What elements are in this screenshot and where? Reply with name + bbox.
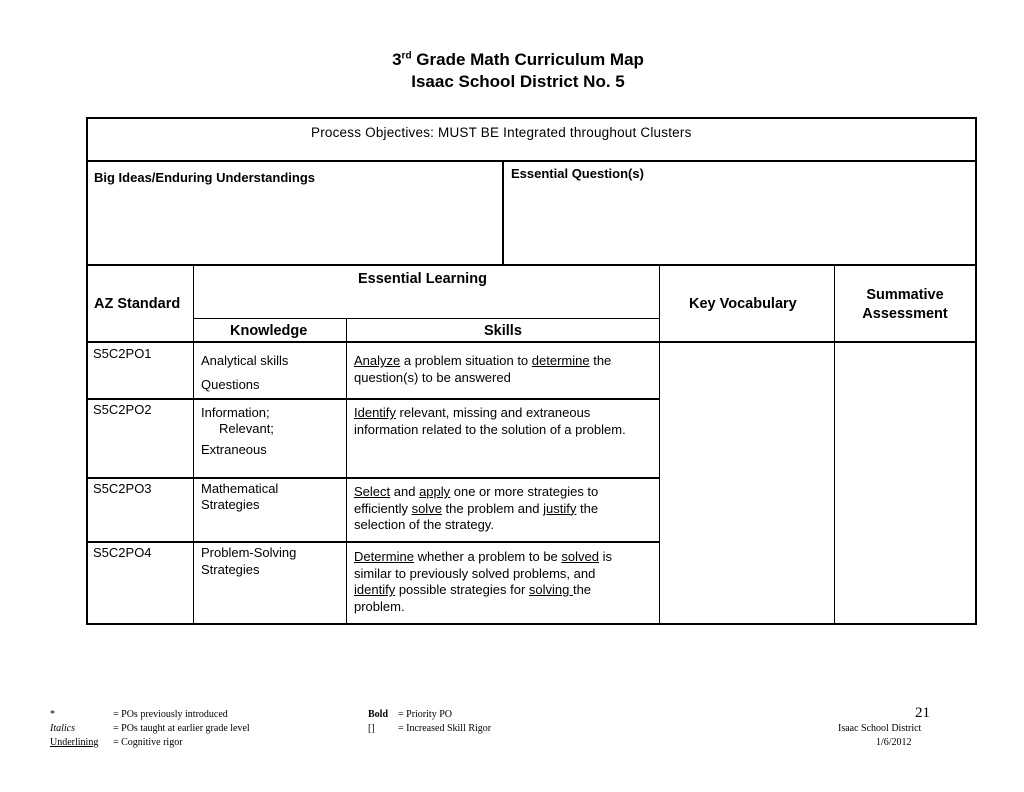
row3-knowledge-2: Strategies	[201, 497, 260, 512]
table-left-border	[86, 117, 88, 625]
page-number: 21	[915, 705, 930, 721]
legend-asterisk-key: *	[50, 709, 55, 720]
row3-knowledge-1: Mathematical	[201, 481, 279, 496]
table-top-border	[86, 117, 977, 119]
footer-date: 1/6/2012	[876, 737, 912, 748]
divider-header	[86, 341, 977, 343]
summative-header-line1: Summative	[866, 287, 944, 303]
big-ideas-label: Big Ideas/Enduring Understandings	[94, 170, 316, 185]
row2-standard: S5C2PO2	[93, 402, 152, 417]
row1-skills: Analyze a problem situation to determine the question(s) to be answered	[354, 353, 612, 385]
table-right-border	[975, 117, 977, 625]
process-objectives: Process Objectives: MUST BE Integrated throughout Clusters	[311, 125, 692, 140]
legend-brackets-desc: = Increased Skill Rigor	[398, 723, 492, 734]
knowledge-header: Knowledge	[230, 323, 308, 339]
divider-process	[86, 160, 977, 162]
legend-italics-desc: = POs taught at earlier grade level	[113, 723, 250, 734]
row4-skills: Determine whether a problem to be solved is similar to previously solved problems, and identify possible strategies for solving the problem.	[354, 549, 612, 614]
divider-knowledge-col	[346, 318, 347, 624]
divider-standard-col	[193, 264, 194, 624]
divider-row1	[86, 398, 660, 400]
row4-knowledge-1: Problem-Solving	[201, 545, 297, 560]
legend-brackets-key: []	[368, 723, 375, 734]
page-title: 3rd Grade Math Curriculum Map	[392, 50, 644, 69]
footer-district: Isaac School District	[838, 723, 922, 734]
legend-asterisk-desc: = POs previously introduced	[113, 709, 228, 720]
legend-underlining-desc: = Cognitive rigor	[113, 737, 183, 748]
row1-knowledge-2: Questions	[201, 377, 260, 392]
legend-italics-key: Italics	[50, 723, 75, 734]
row2-knowledge-1: Information;	[201, 405, 270, 420]
legend-bold-key: Bold	[368, 709, 389, 720]
essential-questions-label: Essential Question(s)	[511, 166, 644, 181]
row2-knowledge-2: Relevant;	[219, 421, 274, 436]
row3-skills: Select and apply one or more strategies to efficiently solve the problem and justify the selection of the strategy.	[354, 484, 599, 532]
row3-standard: S5C2PO3	[93, 481, 152, 496]
key-vocabulary-header: Key Vocabulary	[689, 296, 797, 312]
row2-skills: Identify relevant, missing and extraneous information related to the solution of a problem.	[354, 405, 626, 437]
row4-knowledge-2: Strategies	[201, 562, 260, 577]
divider-row2	[86, 477, 660, 479]
divider-questions	[502, 160, 504, 265]
divider-skills-col	[659, 264, 660, 624]
skills-header: Skills	[484, 323, 522, 339]
table-bottom-border	[86, 623, 977, 625]
row1-knowledge-1: Analytical skills	[201, 353, 289, 368]
page-subtitle: Isaac School District No. 5	[411, 72, 625, 91]
row1-standard: S5C2PO1	[93, 346, 152, 361]
essential-learning-header: Essential Learning	[358, 271, 487, 287]
summative-header-line2: Assessment	[862, 306, 948, 322]
divider-big-ideas	[86, 264, 977, 266]
az-standard-header: AZ Standard	[94, 296, 181, 312]
legend-underlining-key: Underlining	[50, 737, 99, 748]
divider-row3	[86, 541, 660, 543]
row4-standard: S5C2PO4	[93, 545, 152, 560]
row2-knowledge-3: Extraneous	[201, 442, 267, 457]
divider-essential-learning	[193, 318, 659, 319]
legend-bold-desc: = Priority PO	[398, 709, 452, 720]
